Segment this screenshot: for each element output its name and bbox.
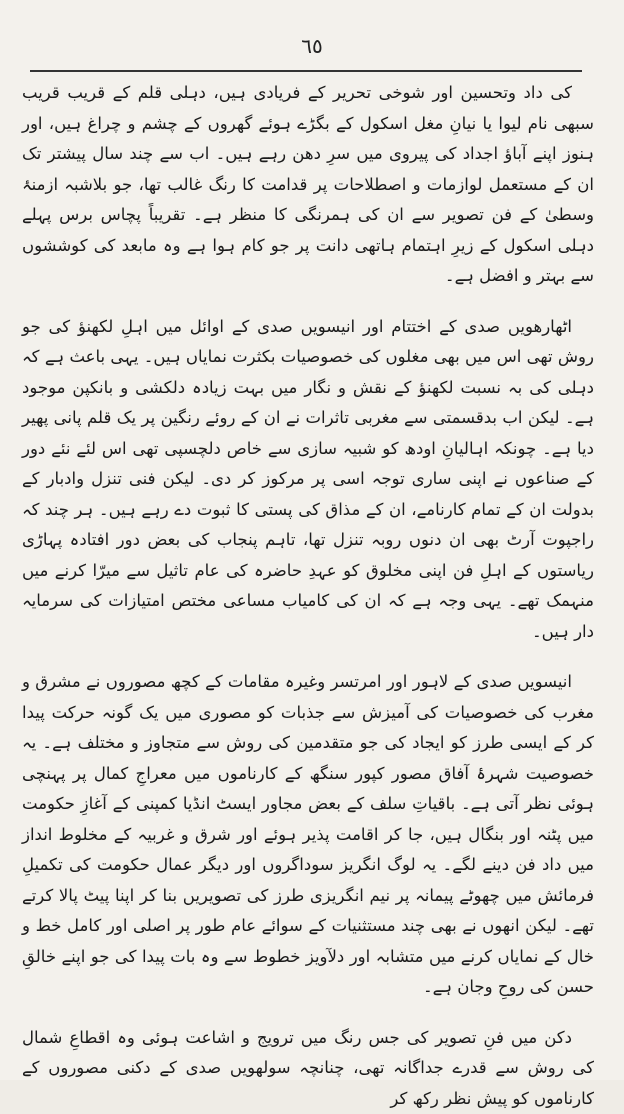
paragraph-1: کی داد وتحسین اور شوخی تحریر کے فریادی ہیں، دہلی قلم کے قریب قریب سبھی نام لیوا یا نیانِ مغل اسکول کے بگڑے ہوئے گھروں کے چشم و چراغ ہیں، اور ہنوز اپنے آباؤ اجداد کی پیروی میں سرِ دھن رہے ہیں۔ اب سے چند سال پیشتر تک ان کے مستعمل لوازمات و اصطلاحات پر قدامت کا رنگ غالب تھا، جو بلاشبہ ازمنۂ وسطیٰ کے فن تصویر سے ان کی ہمرنگی کا منظر ہے۔ تقریباً پچاس برس پہلے دہلی اسکول کے زیرِ اہتمام ہاتھی دانت پر جو کام ہوا ہے وہ مابعد کی کوششوں سے بہتر و افضل ہے۔ [22, 78, 594, 292]
page-number: ٦٥ [0, 34, 624, 58]
paragraph-2: اٹھارھویں صدی کے اختتام اور انیسویں صدی کے اوائل میں اہلِ لکھنؤ کی جو روش تھی اس میں بھی مغلوں کی خصوصیات بکثرت نمایاں ہیں۔ یہی باعث ہے کہ دہلی کی بہ نسبت لکھنؤ کے نقش و نگار میں بہت زیادہ دلکشی و بانکپن موجود ہے۔ لیکن اب بدقسمتی سے مغربی تاثرات نے ان کے روئے رنگین پر یک قلم پانی پھیر دیا ہے۔ چونکہ اہالیانِ اودھ کو شبیہ سازی سے خاص دلچسپی تھی اس لئے نئے دور کے صناعوں نے اپنی ساری توجہ اسی پر مرکوز کر دی۔ لیکن فنی تنزل وادبار کے بدولت ان کے تمام کارنامے، ان کے مذاق کی پستی کا ثبوت دے رہے ہیں۔ ہر چند کہ راجپوت آرٹ بھی ان دنوں روبہ تنزل تھا، تاہم پنجاب کی بعض دور افتادہ پہاڑی ریاستوں کے اہلِ فن اپنی مخلوق کو عہدِ حاضرہ کی عام تاثیل سے میرّا کرنے میں منہمک تھے۔ یہی وجہ ہے کہ ان کی کامیاب مساعی مختص امتیازات کی سرمایہ دار ہیں۔ [22, 312, 594, 648]
body-text [22, 78, 594, 1114]
paragraph-4: دکن میں فنِ تصویر کی جس رنگ میں ترویج و اشاعت ہوئی وہ اقطاعِ شمال کی روش سے قدرے جداگانہ تھی، چنانچہ سولھویں صدی کے دکنی مصوروں کے کارناموں کو پیش نظر رکھ کر [22, 1023, 594, 1114]
header-rule [30, 70, 582, 72]
paragraph-3: انیسویں صدی کے لاہور اور امرتسر وغیرہ مقامات کے کچھ مصوروں نے مشرق و مغرب کی خصوصیات کی آمیزش سے جذبات کو مصوری میں یک گونہ حرکت پیدا کر کے ایسی طرز کو ایجاد کی جو متقدمین کی روش سے متجاوز و مختلف ہے۔ یہ خصوصیت شہرۂ آفاق مصور کپور سنگھ کے کارناموں میں معراجِ کمال پر پہنچی ہوئی نظر آتی ہے۔ باقیاتِ سلف کے بعض مجاور ایسٹ انڈیا کمپنی کے آغازِ حکومت میں پٹنہ اور بنگال ہیں، جا کر اقامت پذیر ہوئے اور شرق و غربیہ کے مخلوط انداز میں داد فن دینے لگے۔ یہ لوگ انگریز سوداگروں اور دیگر عمال حکومت کی تکمیلِ فرمائش میں چھوٹے پیمانہ پر نیم انگریزی طرز کی تصویریں بنا کر اپنا پیٹ پالا کرتے تھے۔ لیکن انھوں نے بھی چند مستثنیات کے سوائے عام طور پر اصلی اور کامل خط و خال کے نمایاں کرنے میں متشابہ اور دلآویز خطوط سے وہ بات پیدا کی جو اپنے خالقِ حسن کی روحِ وجان ہے۔ [22, 667, 594, 1003]
